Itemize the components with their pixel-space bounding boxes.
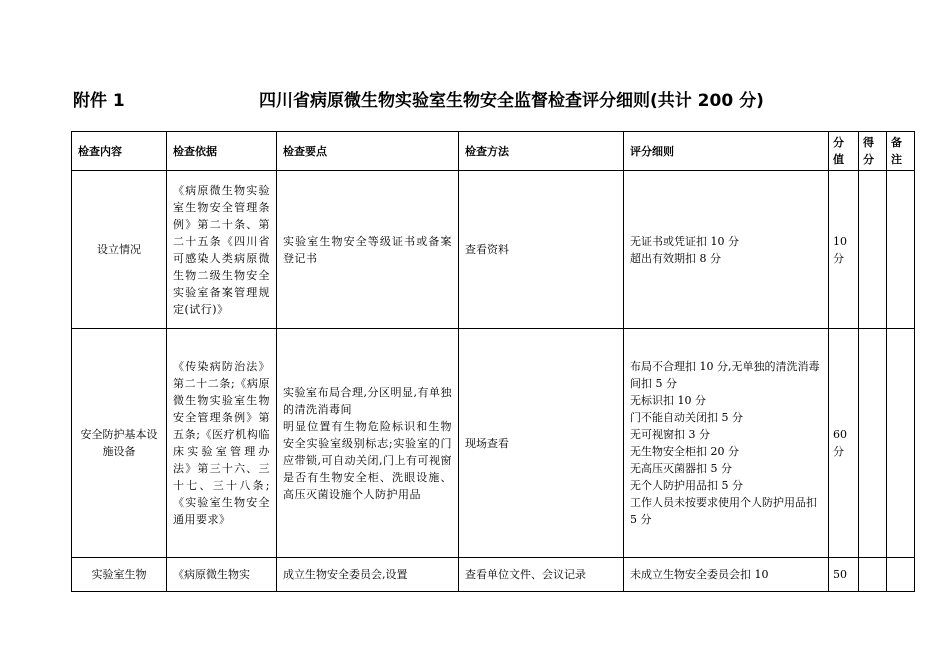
criteria-line: 无证书或凭证扣 10 分 — [630, 234, 739, 248]
table-row — [72, 171, 915, 329]
row3-points: 成立生物安全委员会,设置 — [277, 558, 459, 592]
row2-score: 60 分 — [829, 329, 859, 558]
attachment-label: 附件 1 — [73, 91, 125, 111]
criteria-line: 门不能自动关闭扣 5 分 — [630, 411, 743, 424]
header-method: 检查方法 — [459, 132, 624, 171]
header-got: 得分 — [859, 132, 887, 171]
row1-points: 实验室生物安全等级证书或备案登记书 — [277, 171, 459, 329]
point-line: 实验室布局合理,分区明显,有单独的清洗消毒间 — [283, 385, 452, 416]
row1-method: 查看资料 — [459, 171, 624, 329]
header-note: 备注 — [887, 132, 915, 171]
row1-criteria — [624, 171, 829, 329]
header-criteria: 评分细则 — [624, 132, 829, 171]
row1-content: 设立情况 — [72, 171, 167, 329]
criteria-line: 无高压灭菌器扣 5 分 — [630, 462, 732, 475]
header-basis: 检查依据 — [167, 132, 277, 171]
criteria-line: 无可视窗扣 3 分 — [630, 428, 710, 441]
criteria-line: 工作人员未按要求使用个人防护用品扣 5 分 — [630, 496, 817, 526]
row1-got — [859, 171, 887, 329]
row3-score: 50 — [829, 558, 859, 592]
criteria-line: 超出有效期扣 8 分 — [630, 251, 721, 265]
row2-basis: 《传染病防治法》第二十二条;《病原微生物实验室生物安全管理条例》第五条;《医疗机构临床实验室管理办法》第三十六、三十七、三十八条;《实验室生物安全通用要求》 — [167, 329, 277, 558]
criteria-line: 无标识扣 10 分 — [630, 394, 706, 407]
table-header-row — [72, 132, 915, 171]
table-row — [72, 558, 915, 592]
row2-criteria — [624, 329, 829, 558]
criteria-line: 无生物安全柜扣 20 分 — [630, 445, 739, 458]
header-content: 检查内容 — [72, 132, 167, 171]
table-row — [72, 329, 915, 558]
row3-note — [887, 558, 915, 592]
row2-method: 现场查看 — [459, 329, 624, 558]
header-points: 检查要点 — [277, 132, 459, 171]
row2-content: 安全防护基本设施设备 — [72, 329, 167, 558]
criteria-line: 布局不合理扣 10 分,无单独的清洗消毒间扣 5 分 — [630, 360, 820, 390]
scoring-table — [71, 131, 915, 592]
row3-method: 查看单位文件、会议记录 — [459, 558, 624, 592]
row3-content: 实验室生物 — [72, 558, 167, 592]
row1-basis: 《病原微生物实验室生物安全管理条例》第二十条、第二十五条《四川省可感染人类病原微生物二级生物安全实验室备案管理规定(试行)》 — [167, 171, 277, 329]
criteria-line: 无个人防护用品扣 5 分 — [630, 479, 743, 492]
row2-note — [887, 329, 915, 558]
row3-got — [859, 558, 887, 592]
row3-criteria: 未成立生物安全委员会扣 10 — [624, 558, 829, 592]
document-title: 四川省病原微生物实验室生物安全监督检查评分细则(共计 200 分) — [259, 91, 764, 111]
row1-note — [887, 171, 915, 329]
point-line: 是否有生物安全柜、洗眼设施、高压灭菌设施个人防护用品 — [283, 470, 452, 501]
row3-basis: 《病原微生物实 — [167, 558, 277, 592]
document-header — [73, 89, 873, 113]
row1-score: 10 分 — [829, 171, 859, 329]
point-line: 明显位置有生物危险标识和生物安全实验室级别标志;实验室的门应带锁,可自动关闭,门上有可视窗 — [283, 419, 452, 467]
row2-got — [859, 329, 887, 558]
row2-points — [277, 329, 459, 558]
header-score: 分值 — [829, 132, 859, 171]
